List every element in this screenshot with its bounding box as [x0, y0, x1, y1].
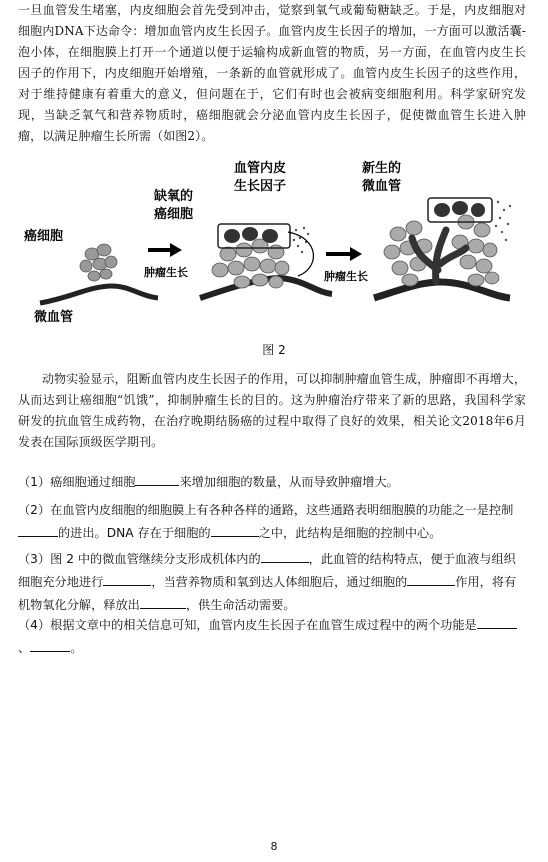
label-cancer-cell: 癌细胞 — [24, 229, 64, 244]
question-4-end: 。 — [70, 641, 83, 655]
answer-blank[interactable] — [103, 571, 151, 586]
microvessel-stage-3 — [374, 282, 510, 298]
question-4 — [18, 614, 526, 660]
vegf-dots-1 — [293, 227, 309, 253]
answer-blank[interactable] — [30, 637, 70, 652]
hypoxic-cells — [224, 227, 278, 243]
question-3 — [18, 548, 526, 617]
answer-blank[interactable] — [140, 594, 186, 609]
arrow-2-head — [350, 247, 362, 261]
question-2-text-c: 之中，此结构是细胞的控制中心。 — [258, 526, 442, 540]
label-vegf-line1: 血管内皮 — [234, 161, 287, 176]
label-new-line1: 新生的 — [362, 161, 402, 176]
figure-caption: 图 2 — [262, 343, 286, 357]
question-2-text-b: 的进出。DNA 存在于细胞的 — [58, 526, 211, 540]
question-3-text-d: 作用，将有机物氧化分解，释放出 — [18, 575, 517, 612]
question-2-text-a: （2）在血管内皮细胞的细胞膜上有各种各样的通路，这些通路表明细胞膜的功能之一是控制 — [18, 503, 514, 517]
question-4-separator: 、 — [18, 641, 31, 655]
label-microvessel: 微血管 — [34, 310, 74, 325]
figure-2 — [20, 158, 528, 333]
label-new-line2: 微血管 — [362, 179, 402, 194]
label-hypoxic-line2: 癌细胞 — [154, 207, 194, 222]
question-3-text-e: ，供生命活动需要。 — [185, 598, 296, 612]
label-vegf-line2: 生长因子 — [234, 179, 287, 194]
answer-blank[interactable] — [135, 471, 179, 486]
answer-blank[interactable] — [211, 522, 259, 537]
vegf-dots-2 — [495, 201, 511, 241]
label-hypoxic-line1: 缺氧的 — [154, 189, 194, 204]
question-1-text-b: 来增加细胞的数量，从而导致肿瘤增大。 — [179, 475, 399, 489]
question-4-text-a: （4）根据文章中的相关信息可知，血管内皮生长因子在血管生成过程中的两个功能是 — [18, 618, 477, 632]
passage-paragraph-2: 动物实验显示，阻断血管内皮生长因子的作用，可以抑制肿瘤血管生成，肿瘤即不再增大，从而达到让癌细胞“饥饿”，抑制肿瘤生长的目的。这为肿瘤治疗带来了新的思路，我国科学家研发的抗血管生成药物，在治疗晚期结肠癌的过程中取得了良好的效果，相关论文2018年6月发表在国际顶级医学期刊。 — [18, 372, 527, 449]
page-number: 8 — [270, 840, 278, 853]
answer-blank[interactable] — [407, 571, 455, 586]
answer-blank[interactable] — [261, 548, 309, 563]
vessel-tip-cells — [434, 201, 485, 217]
question-1 — [18, 471, 526, 494]
question-3-text-a: （3）图 2 中的微血管继续分支形成机体内的 — [18, 552, 261, 566]
question-1-text-a: （1）癌细胞通过细胞 — [18, 475, 136, 489]
tumor-angiogenesis-diagram — [20, 158, 528, 333]
answer-blank[interactable] — [18, 522, 58, 537]
cancer-cell-cluster-1 — [80, 244, 117, 281]
arrow-label-2: 肿瘤生长 — [324, 270, 368, 283]
question-2 — [18, 499, 526, 545]
question-3-text-c: ，当营养物质和氧到达人体细胞后，通过细胞的 — [151, 575, 408, 589]
microvessel-stage-1 — [40, 286, 158, 303]
arrow-label-1: 肿瘤生长 — [144, 266, 188, 279]
question-3-text-b: ，此血管的结构特点，便于血液与组织细胞充分地进行 — [18, 552, 516, 589]
answer-blank[interactable] — [477, 614, 517, 629]
arrow-1-head — [170, 243, 182, 257]
passage-paragraph-1: 一旦血管发生堵塞，内皮细胞会首先受到冲击，觉察到氧气或葡萄糖缺乏。于是，内皮细胞对细胞内DNA下达命令：增加血管内皮生长因子。血管内皮生长因子的增加，一方面可以激活囊-泡小体，在细胞膜上打开一个通道以便于运输构成新血管的物质，另一方面，在血管内皮生长因子的作用下，内皮细胞开始增殖，一条新的血管就形成了。血管内皮生长因子的这些作用，对于维持健康有着重大的意义，但问题在于，它们有时也会被病变细胞利用。科学家研究发现，当缺乏氧气和营养物质时，癌细胞就会分泌血管内皮生长因子，促使微血管生长进入肿瘤，以满足肿瘤生长所需（如图2）。 — [18, 3, 526, 143]
